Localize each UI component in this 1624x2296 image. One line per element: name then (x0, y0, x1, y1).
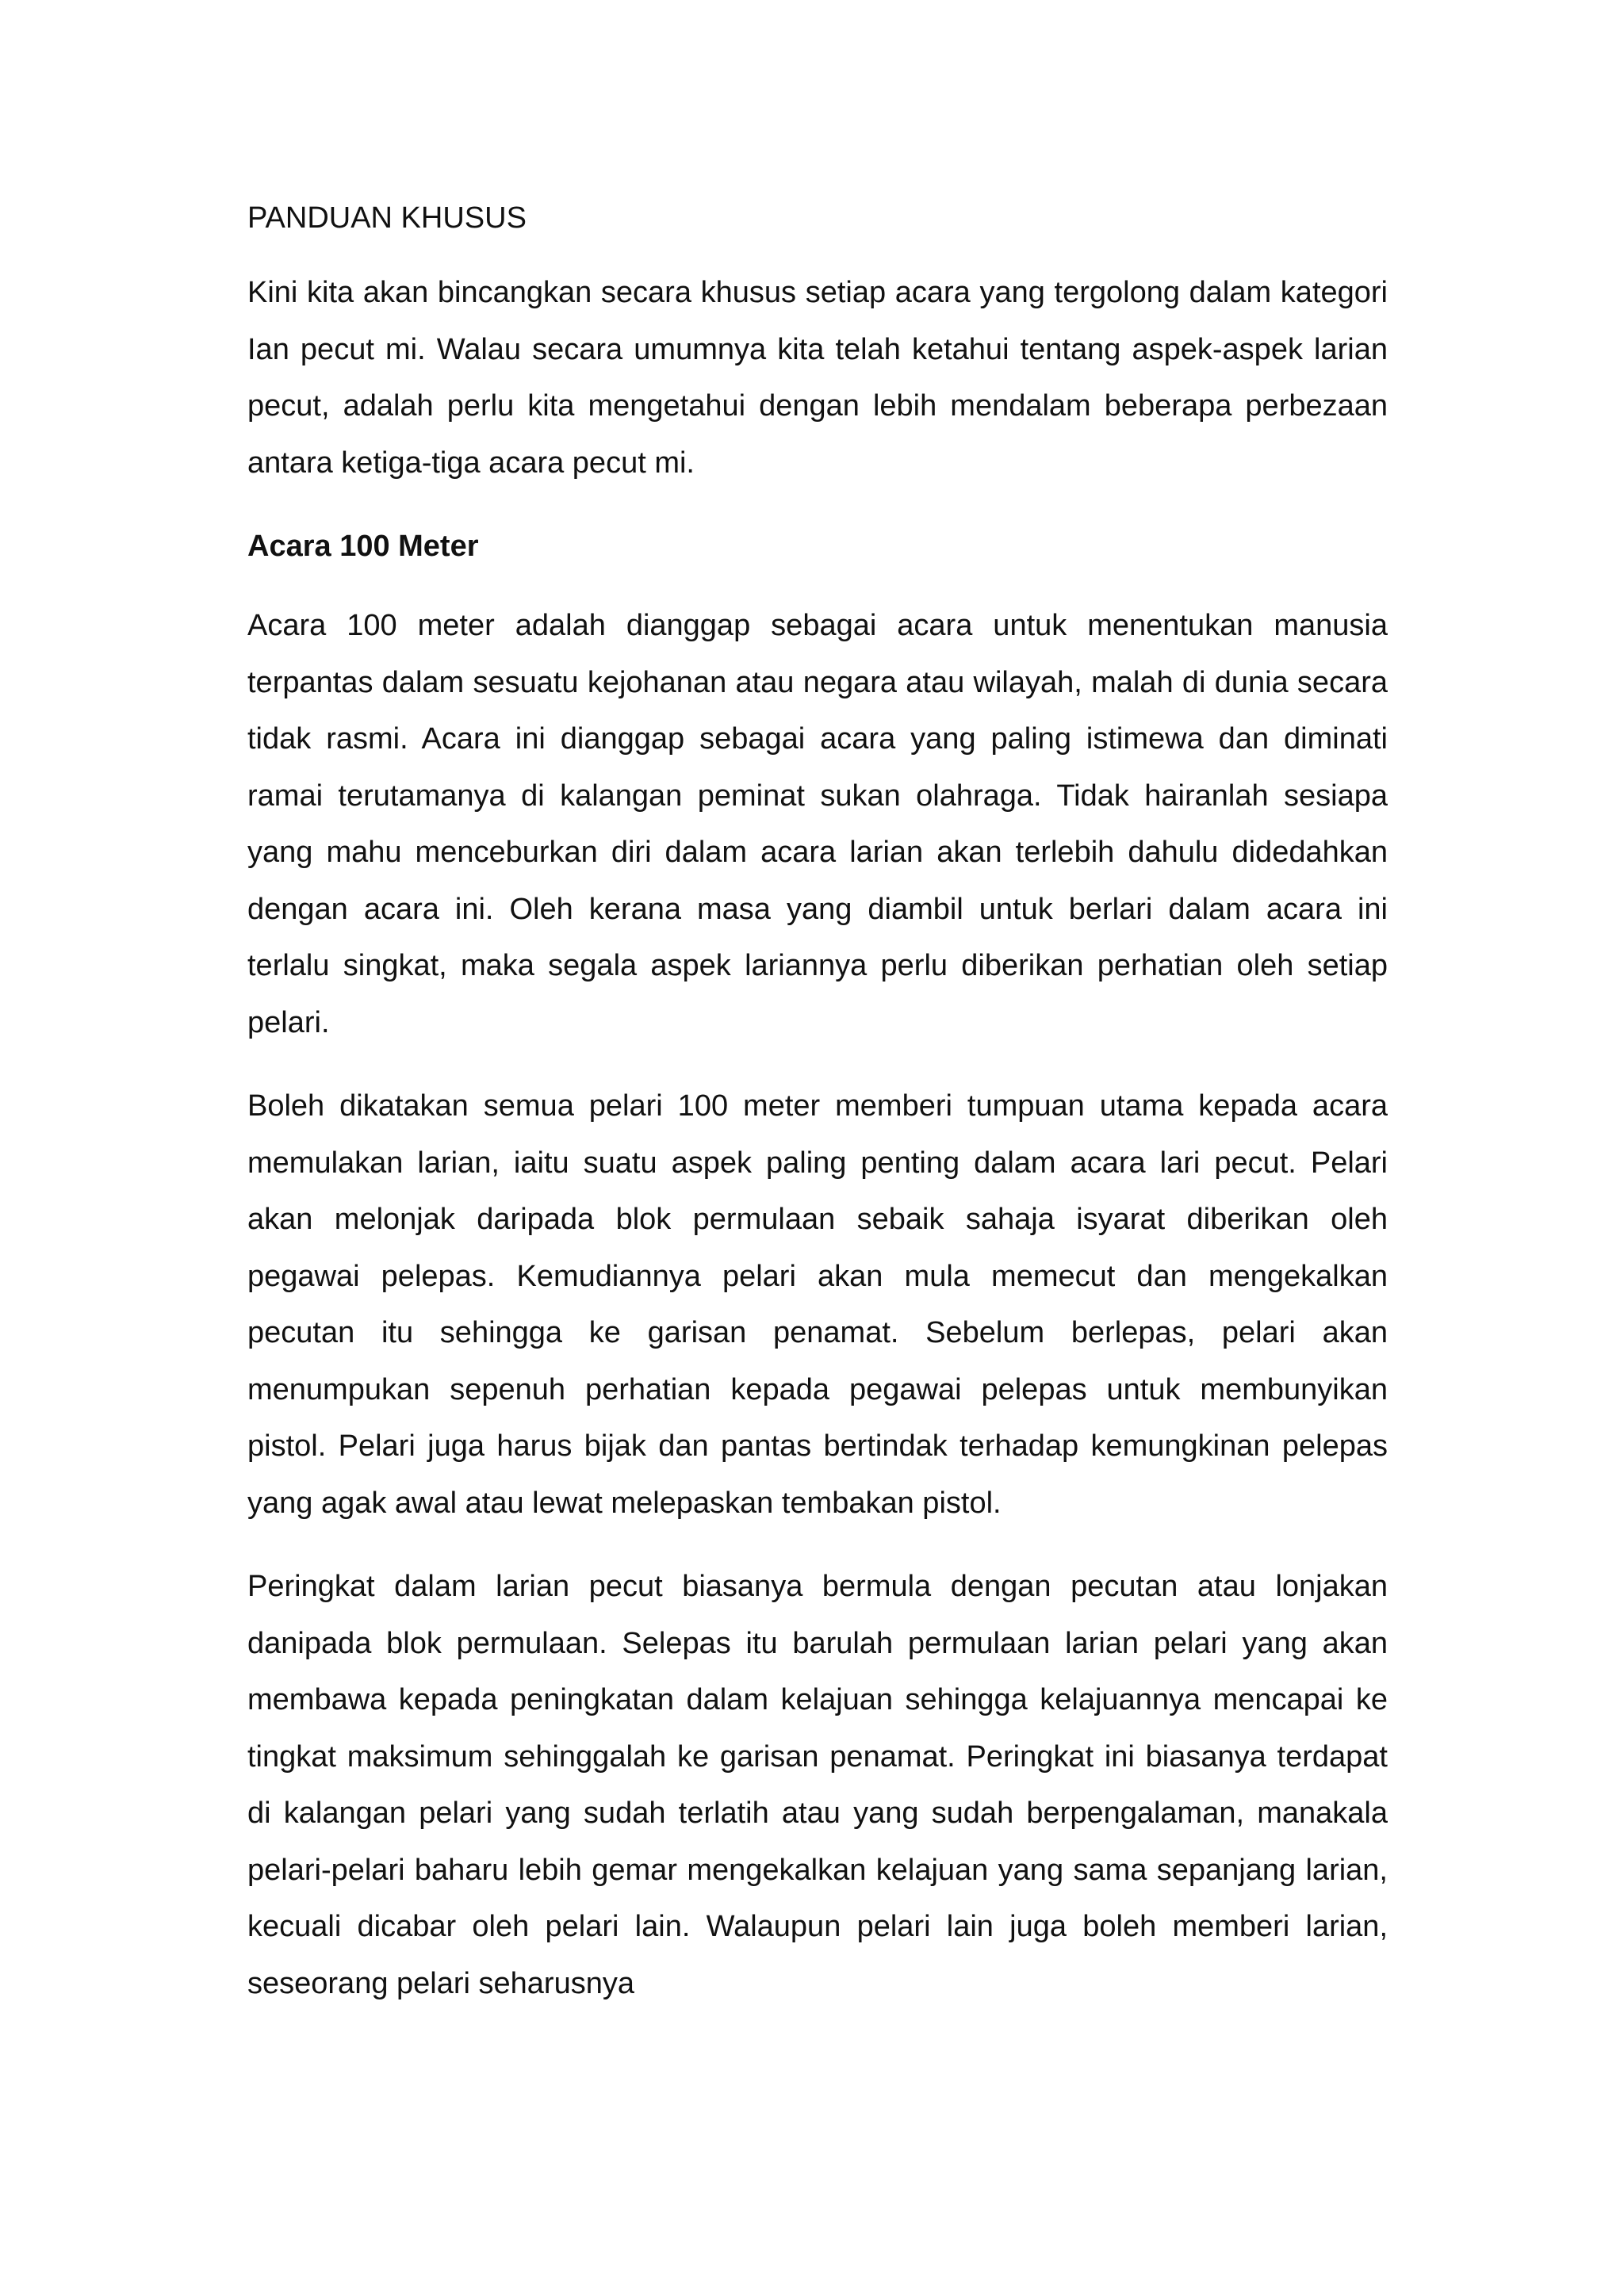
body-paragraph-1: Acara 100 meter adalah dianggap sebagai acara untuk menentukan manusia terpantas dalam sesuatu kejohanan atau negara atau wilayah, malah di dunia secara tidak rasmi. Acara ini dianggap sebagai acara yang paling istimewa dan diminati ramai terutamanya di kalangan peminat sukan olahraga. Tidak hairanlah sesiapa yang mahu menceburkan diri dalam acara larian akan terlebih dahulu didedahkan dengan acara ini. Oleh kerana masa yang diambil untuk berlari dalam acara ini terlalu singkat, maka segala aspek lariannya perlu diberikan perhatian oleh setiap pelari. (247, 609, 1388, 1039)
document-body (247, 190, 1388, 2039)
body-paragraph-3: Peringkat dalam larian pecut biasanya bermula dengan pecutan atau lonjakan danipada blok permulaan. Selepas itu barulah permulaan larian pelari yang akan membawa kepada peningkatan dalam kelajuan sehingga kelajuannya mencapai ke tingkat maksimum sehinggalah ke garisan penamat. Peringkat ini biasanya terdapat di kalangan pelari yang sudah terlatih atau yang sudah berpengalaman, manakala pelari-pelari baharu lebih gemar mengekalkan kelajuan yang sama sepanjang larian, kecuali dicabar oleh pelari lain. Walaupun pelari lain juga boleh memberi larian, seseorang pelari seharusnya (247, 1570, 1388, 2000)
document-title: PANDUAN KHUSUS (247, 201, 527, 235)
body-paragraph-2: Boleh dikatakan semua pelari 100 meter memberi tumpuan utama kepada acara memulakan larian, iaitu suatu aspek paling penting dalam acara lari pecut. Pelari akan melonjak daripada blok permulaan sebaik sahaja isyarat diberikan oleh pegawai pelepas. Kemudiannya pelari akan mula memecut dan mengekalkan pecutan itu sehingga ke garisan penamat. Sebelum berlepas, pelari akan menumpukan sepenuh perhatian kepada pegawai pelepas untuk membunyikan pistol. Pelari juga harus bijak dan pantas bertindak terhadap kemungkinan pelepas yang agak awal atau lewat melepaskan tembakan pistol. (247, 1089, 1388, 1520)
section-heading: Acara 100 Meter (247, 530, 479, 563)
intro-paragraph: Kini kita akan bincangkan secara khusus setiap acara yang tergolong dalam kategori Ian pecut mi. Walau secara umumnya kita telah ketahui tentang aspek-aspek larian pecut, adalah perlu kita mengetahui dengan lebih mendalam beberapa perbezaan antara ketiga-tiga acara pecut mi. (247, 276, 1388, 480)
